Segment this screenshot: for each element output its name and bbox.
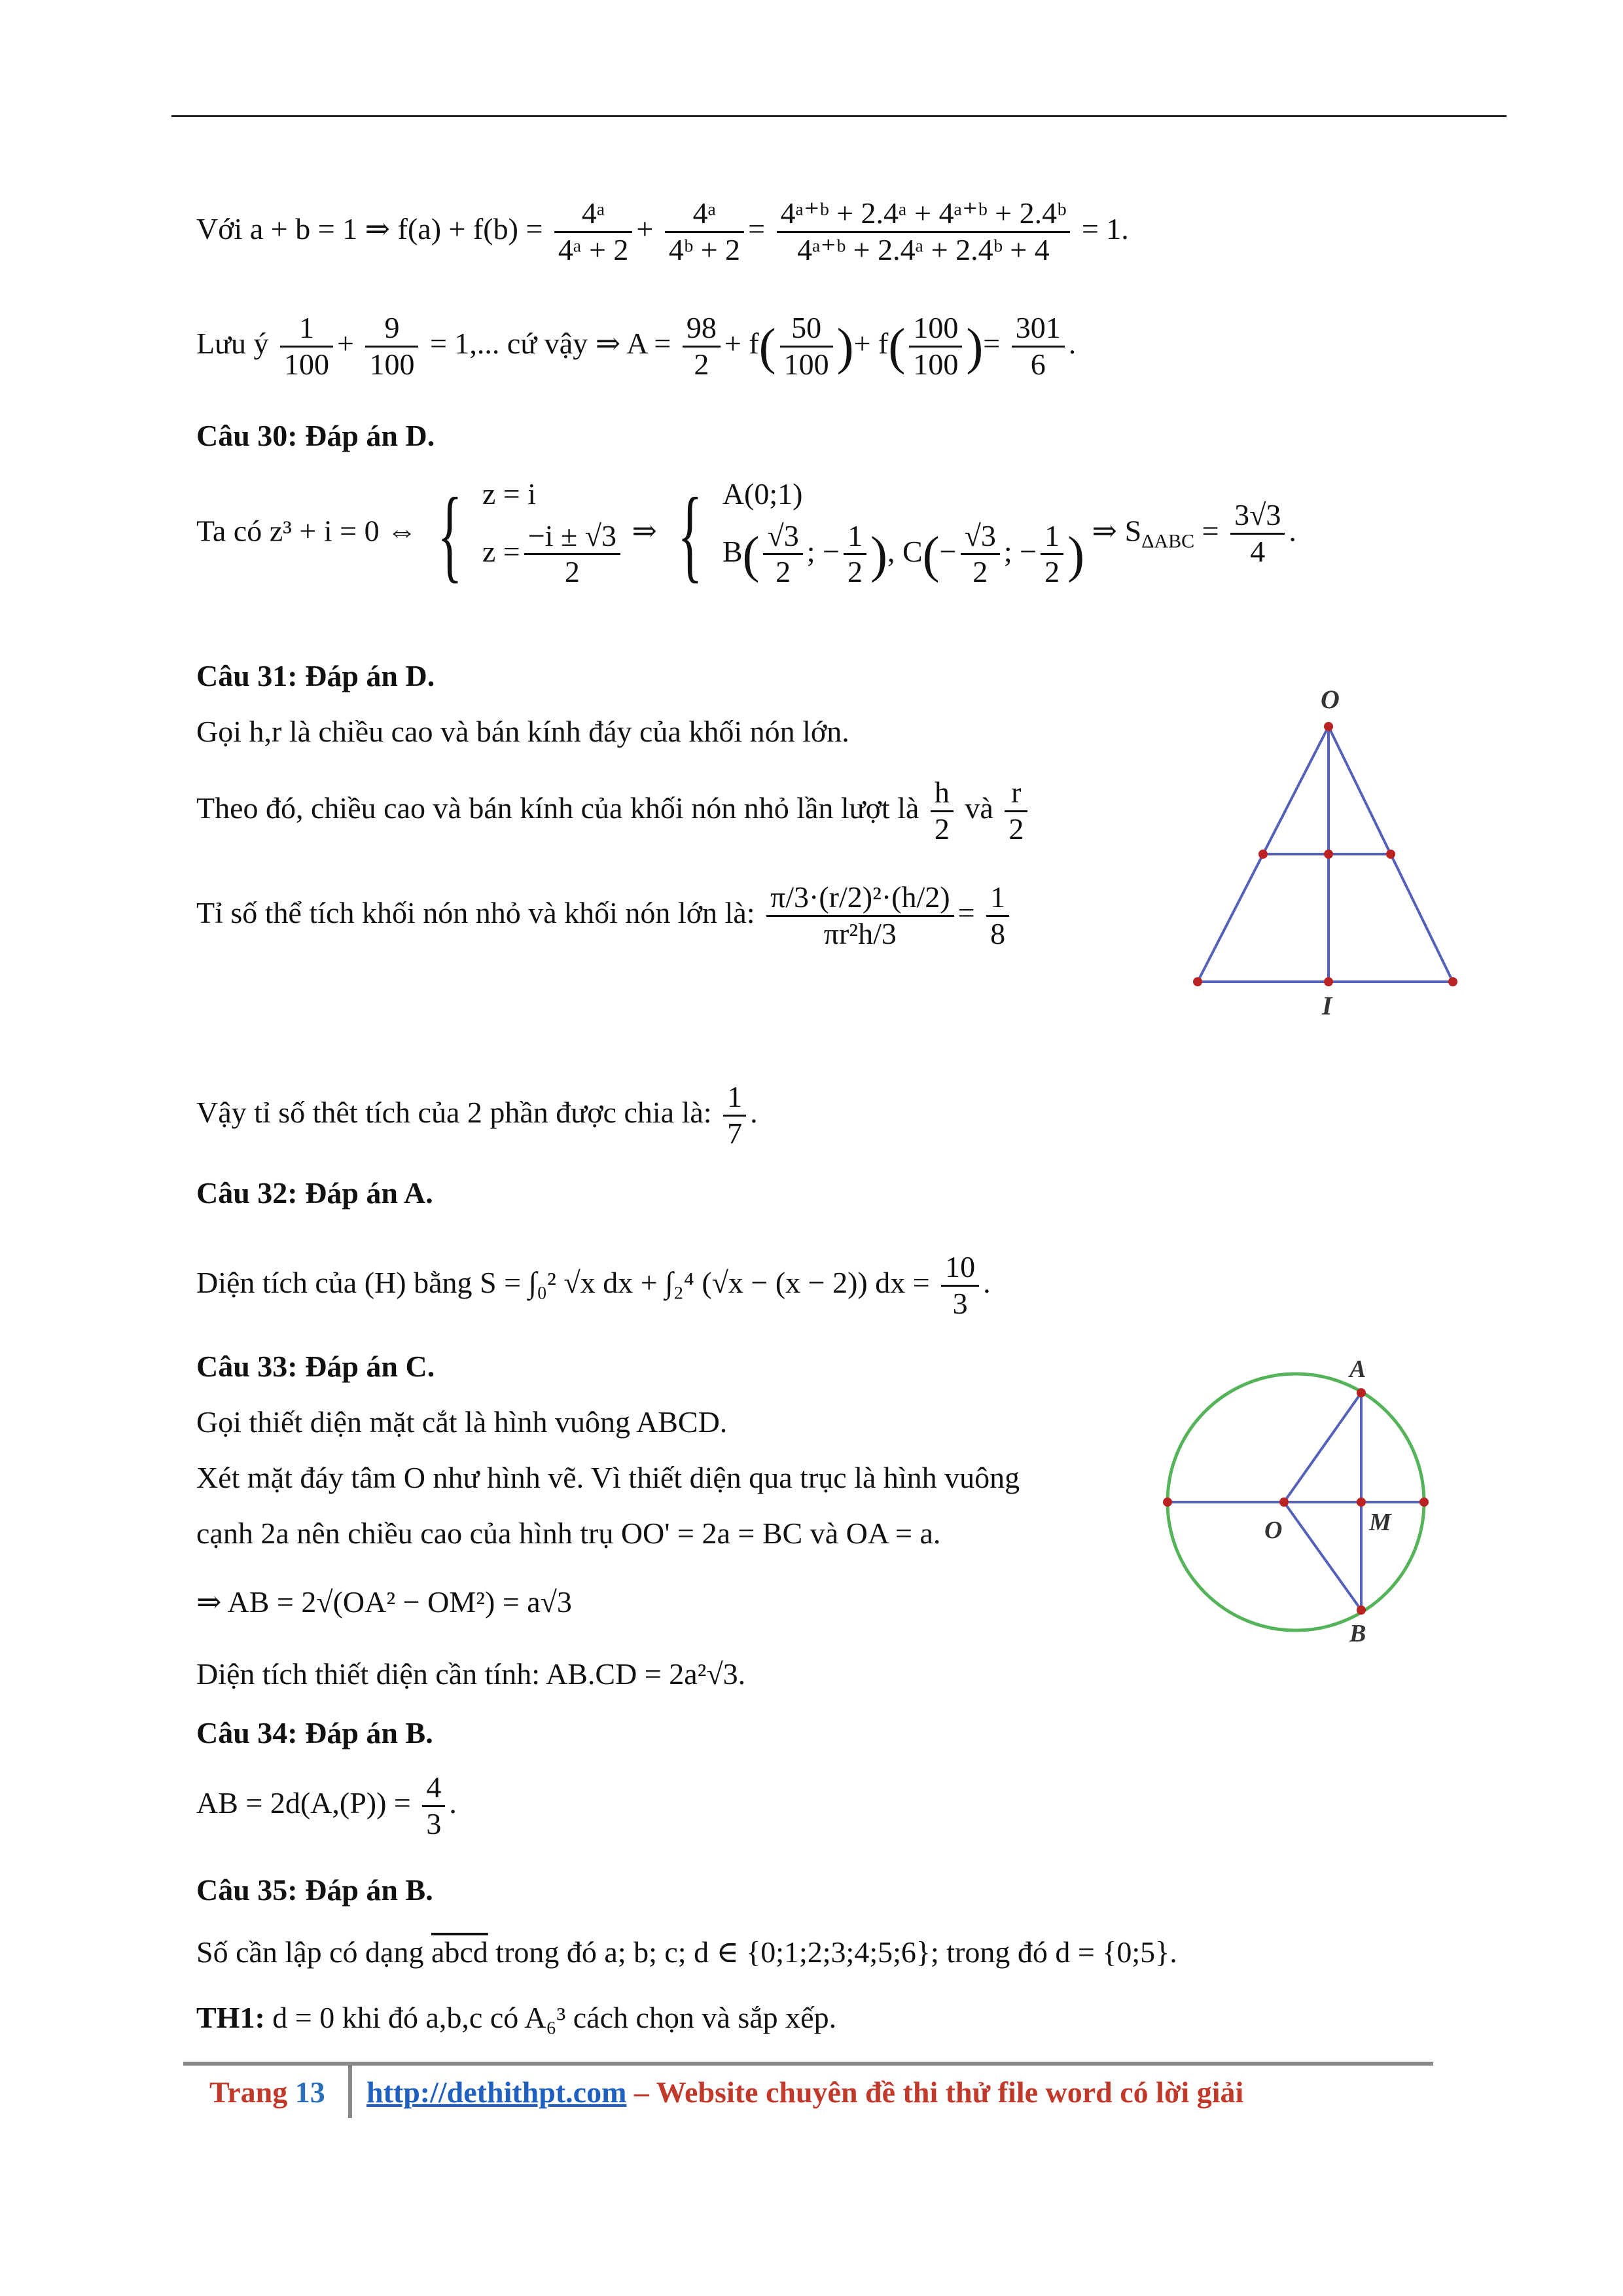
note-frac2 xyxy=(365,311,418,382)
segment-oa xyxy=(1284,1393,1361,1502)
th1-label: TH1: xyxy=(196,2001,265,2034)
r-half-frac xyxy=(1005,776,1027,847)
frac-den: 2 xyxy=(847,555,863,589)
brace-left: { xyxy=(437,475,463,592)
frac-num: −i ± √3 xyxy=(524,519,620,556)
point-b: B xyxy=(722,534,743,568)
point-c: C xyxy=(902,534,923,568)
point-left xyxy=(1163,1498,1172,1507)
frac-den: 2 xyxy=(934,812,950,846)
circle-figure xyxy=(1139,1348,1453,1656)
frac-num: 1 xyxy=(1041,519,1063,556)
f50-frac xyxy=(780,311,833,382)
brace-left: { xyxy=(677,475,703,592)
frac-den: 2 xyxy=(1008,812,1024,846)
sys1-row1: z = i xyxy=(482,477,537,511)
conclusion-frac xyxy=(723,1080,746,1151)
frac-den: 2 xyxy=(694,347,709,381)
frac-num: √3 xyxy=(763,519,802,556)
frac-den: 2 xyxy=(1044,555,1060,589)
label-o: O xyxy=(1264,1516,1283,1544)
frac-num: 4ᵃ xyxy=(554,196,633,233)
frac-den: 100 xyxy=(783,347,829,381)
q29-frac3 xyxy=(777,196,1071,268)
point-o xyxy=(1279,1498,1289,1507)
q31-line4: Vậy tỉ số thêt tích của 2 phần được chia là: $\frac{1}{7}$ . xyxy=(196,1080,758,1150)
q30-title: Câu 30: Đáp án D. xyxy=(196,419,435,452)
frac-num: 9 xyxy=(365,311,418,348)
q34-text: AB = 2d(A,(P)) = xyxy=(196,1785,411,1820)
q35-title: Câu 35: Đáp án B. xyxy=(196,1873,433,1907)
frac-num: 50 xyxy=(780,311,833,348)
q29-frac1 xyxy=(554,196,633,268)
q35-line1-b: trong đó a; b; c; d ∈ {0;1;2;3;4;5;6}; trong đó d = {0;5}. xyxy=(495,1935,1177,1969)
point-m xyxy=(1357,1498,1366,1507)
a-frac xyxy=(683,311,721,382)
frac-den: 3 xyxy=(426,1806,442,1840)
point-b xyxy=(1357,1605,1366,1615)
ratio-result-frac xyxy=(986,880,1009,952)
th1-text: d = 0 khi đó a,b,c có A₆³ cách chọn và sắp xếp. xyxy=(272,2001,837,2034)
with-prefix: Với xyxy=(196,211,243,245)
q30-prefix: Ta có z³ + i = 0 ⇔ xyxy=(196,514,418,548)
frac-num: 3√3 xyxy=(1230,498,1285,535)
q32-title: Câu 32: Đáp án A. xyxy=(196,1176,433,1210)
frac-num: 1 xyxy=(844,519,866,556)
q33-line3: cạnh 2a nên chiều cao của hình trụ OO' = 2a = BC và OA = a. xyxy=(196,1516,941,1550)
q31-title: Câu 31: Đáp án D. xyxy=(196,659,435,692)
q34-body: AB = 2d(A,(P)) = $\frac{4}{3}$ . xyxy=(196,1770,457,1840)
bx-frac xyxy=(763,519,802,590)
cone-figure xyxy=(1171,681,1472,1047)
frac-den: 8 xyxy=(990,916,1006,950)
frac-den: 4ᵃ + 2 xyxy=(558,232,629,266)
frac-den: 100 xyxy=(913,347,959,381)
note-frac1 xyxy=(280,311,333,382)
q33-title: Câu 33: Đáp án C. xyxy=(196,1350,435,1383)
q32-text: Diện tích của (H) bằng S = ∫₀² √x dx + ∫₂⁴ (√x − (x − 2)) dx = xyxy=(196,1265,930,1299)
frac-num: 1 xyxy=(986,880,1009,917)
q29-eq-one: = 1. xyxy=(1081,211,1129,245)
result-frac xyxy=(1012,311,1065,382)
frac-num: √3 xyxy=(961,519,1000,556)
sys1-row2 xyxy=(482,519,624,590)
point-a xyxy=(1357,1388,1366,1397)
frac-num: 1 xyxy=(280,311,333,348)
frac-den: 4ᵇ + 2 xyxy=(668,232,741,266)
frac-den: 100 xyxy=(369,347,415,381)
q30-system1 xyxy=(482,478,624,590)
cx-frac xyxy=(961,519,1000,590)
q31-line1: Gọi h,r là chiều cao và bán kính đáy của khối nón lớn. xyxy=(196,715,849,748)
q35-line1-a: Số cần lập có dạng xyxy=(196,1935,424,1969)
q30-system2 xyxy=(722,478,1084,590)
ratio-label: Tỉ số thể tích khối nón nhỏ và khối nón lớn là: xyxy=(196,895,755,929)
header-rule xyxy=(171,115,1507,117)
point-base-left xyxy=(1193,977,1202,986)
q31-line3: Tỉ số thể tích khối nón nhỏ và khối nón lớn là: $\frac{\text{π/3·(r/2)²·(h/2)}}{\text{πr²h/3}}$ = $\frac{1}{8}$ xyxy=(196,880,1013,952)
note-mid: = 1,... cứ vậy ⇒ A = xyxy=(429,326,671,360)
frac-den: 2 xyxy=(972,555,988,589)
footer-divider xyxy=(348,2066,352,2118)
footer-page xyxy=(209,2075,325,2109)
frac-den: 2 xyxy=(776,555,791,589)
sys1-row2-lhs: z = xyxy=(482,534,520,568)
q31-line2-text: Theo đó, chiều cao và bán kính của khối nón nhỏ lần lượt là xyxy=(196,791,919,825)
q33-line5: Diện tích thiết diện cần tính: AB.CD = 2a²√3. xyxy=(196,1657,746,1691)
label-b: B xyxy=(1349,1620,1366,1647)
by-frac xyxy=(844,519,866,590)
number-abcd: abcd xyxy=(431,1935,488,1969)
segment-ob xyxy=(1284,1502,1361,1610)
q29-line1: Với a + b = 1 ⇒ f(a) + f(b) = $\frac{\text{4ᵃ}}{\text{4ᵃ + 2}}$ + $\frac{\text{4ᵃ}}{\text{4ᵇ + 2}}$ = $\frac{\text{4ᵃ⁺ᵇ + 2.4ᵃ + 4ᵃ⁺ᵇ + 2.4ᵇ}}{\text{4ᵃ⁺ᵇ + 2.4ᵃ + 2.4ᵇ + 4}}$ = 1. xyxy=(196,196,1129,266)
frac-num: r xyxy=(1005,776,1027,812)
footer-link xyxy=(366,2075,1243,2109)
frac-num: 98 xyxy=(683,311,721,348)
q31-line2 xyxy=(196,776,1031,847)
frac-den: 7 xyxy=(727,1116,743,1150)
q35-th1 xyxy=(196,2000,836,2036)
q29-frac2 xyxy=(665,196,744,268)
frac-den: 4ᵃ⁺ᵇ + 2.4ᵃ + 2.4ᵇ + 4 xyxy=(797,232,1050,266)
frac-num: 1 xyxy=(723,1080,746,1117)
f100-frac xyxy=(909,311,962,382)
frac-den: πr²h/3 xyxy=(823,916,897,950)
label-a: A xyxy=(1349,1355,1366,1383)
frac-num: h xyxy=(931,776,954,812)
frac-num: 4 xyxy=(422,1770,445,1807)
q30-body: Ta có z³ + i = 0 ⇔ { z = i z = $\frac{-i \pm √3}{2}$ ⇒ { A(0;1) B( $\frac{√3}{2}$ ; − $\frac{1}{2}$ ), C(− $\frac{√3}{2}$ ; − $\frac{1}{2}$ ) ⇒ $S_{\Delta ABC}$ = $\frac{3√3}{4}$ . xyxy=(196,475,1296,592)
frac-den: 4 xyxy=(1250,535,1266,569)
note-prefix: Lưu ý xyxy=(196,326,269,360)
frac-num: 100 xyxy=(909,311,962,348)
label-i: I xyxy=(1322,991,1332,1020)
point-mid-left xyxy=(1258,850,1268,859)
frac-num: π/3·(r/2)²·(h/2) xyxy=(766,880,954,917)
site-link[interactable]: http://dethithpt.com xyxy=(366,2075,627,2109)
q34-result-frac xyxy=(422,1770,445,1842)
point-mid-right xyxy=(1386,850,1395,859)
point-o xyxy=(1324,722,1333,731)
q34-title: Câu 34: Đáp án B. xyxy=(196,1716,433,1749)
sys1-frac xyxy=(524,519,620,590)
q29-line2: Lưu ý $\frac{1}{100}$ + $\frac{9}{100}$ = 1,... cứ vậy ⇒ A = $\frac{98}{2}$ + f( $\frac{50}{100}$ )+ f( $\frac{100}{100}$ )= $\frac{301}{6}$ . xyxy=(196,311,1077,381)
frac-num: 4ᵃ⁺ᵇ + 2.4ᵃ + 4ᵃ⁺ᵇ + 2.4ᵇ xyxy=(777,196,1071,233)
cy-frac xyxy=(1041,519,1063,590)
footer-rule xyxy=(183,2062,1433,2066)
frac-den: 6 xyxy=(1030,347,1046,381)
q29-cond: a + b = 1 ⇒ f(a) + f(b) = xyxy=(249,211,543,245)
point-i xyxy=(1324,977,1333,986)
page-label: Trang xyxy=(209,2075,288,2109)
frac-num: 301 xyxy=(1012,311,1065,348)
frac-den: 3 xyxy=(952,1286,968,1320)
site-tagline: – Website chuyên đề thi thử file word có lời giải xyxy=(626,2075,1244,2109)
q33-line1: Gọi thiết diện mặt cắt là hình vuông ABCD. xyxy=(196,1405,728,1439)
s-sub: ΔABC xyxy=(1141,530,1195,552)
sys2-row1: A(0;1) xyxy=(722,477,803,511)
label-o: O xyxy=(1321,685,1340,714)
h-half-frac xyxy=(931,776,954,847)
q32-body: Diện tích của (H) bằng S = ∫₀² √x dx + ∫₂⁴ (√x − (x − 2)) dx = $\frac{10}{3}$ . xyxy=(196,1250,991,1320)
frac-den: 100 xyxy=(284,347,330,381)
frac-num: 10 xyxy=(941,1250,979,1287)
q31-conclusion: Vậy tỉ số thêt tích của 2 phần được chia là: xyxy=(196,1095,712,1129)
point-base-right xyxy=(1448,977,1457,986)
conj-va: và xyxy=(965,791,993,825)
area-frac xyxy=(1230,498,1285,569)
q35-line1 xyxy=(196,1934,1177,1970)
s-label: ⇒ S xyxy=(1092,514,1142,548)
page-number: 13 xyxy=(294,2075,325,2109)
label-m: M xyxy=(1369,1509,1391,1536)
point-right xyxy=(1419,1498,1429,1507)
q33-line4: ⇒ AB = 2√(OA² − OM²) = a√3 xyxy=(196,1585,572,1619)
frac-num: 4ᵃ xyxy=(665,196,744,233)
q32-result-frac xyxy=(941,1250,979,1321)
ratio-frac xyxy=(766,880,954,952)
point-mid-center xyxy=(1324,850,1333,859)
sys2-row2: B( $\frac{√3}{2}$ ; − $\frac{1}{2}$ ), C(− $\frac{√3}{2}$ ; − $\frac{1}{2}$ ) xyxy=(722,518,1085,589)
frac-den: 2 xyxy=(564,555,580,589)
q33-line2: Xét mặt đáy tâm O như hình vẽ. Vì thiết diện qua trục là hình vuông xyxy=(196,1461,1020,1494)
